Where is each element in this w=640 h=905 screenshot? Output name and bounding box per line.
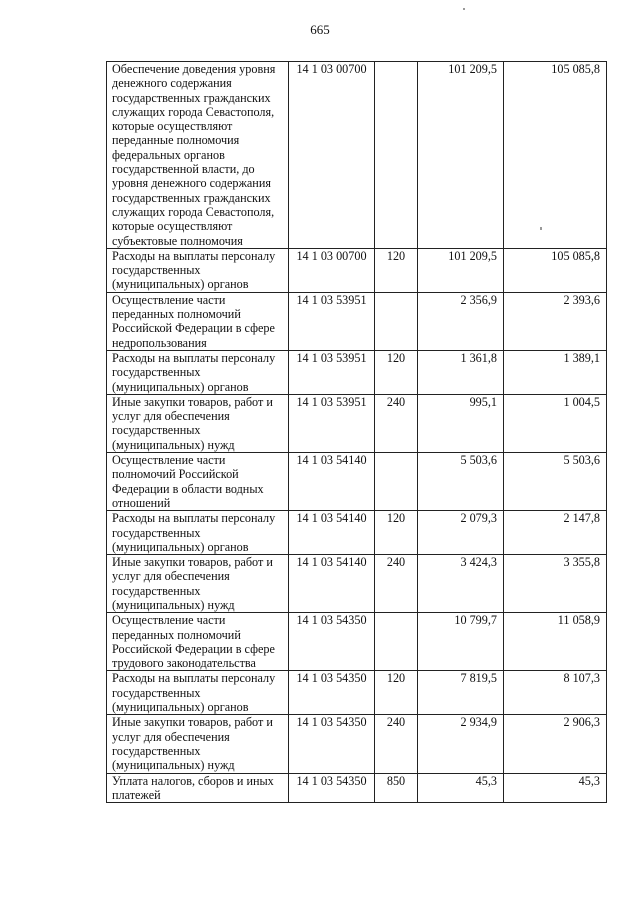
expense-type-code: 240 bbox=[375, 394, 418, 452]
budget-table bbox=[106, 61, 607, 803]
amount-year-2: 1 389,1 bbox=[504, 350, 607, 394]
target-article-code: 14 1 03 00700 bbox=[289, 62, 375, 249]
amount-year-2: 105 085,8 bbox=[504, 62, 607, 249]
amount-year-1: 2 934,9 bbox=[418, 715, 504, 773]
amount-year-1: 3 424,3 bbox=[418, 555, 504, 613]
expense-name: Обеспечение доведения уровня денежного содержания государственных гражданских служащих города Севастополя, которые осуществляют переданные полномочия федеральных органов государственной власти, до уровня денежного содержания государственных гражданских служащих города Севастополя, которые осуществляют субъектовые полномочия bbox=[107, 62, 289, 249]
target-article-code: 14 1 03 54350 bbox=[289, 773, 375, 803]
amount-year-1: 7 819,5 bbox=[418, 671, 504, 715]
expense-type-code: 240 bbox=[375, 715, 418, 773]
expense-name: Иные закупки товаров, работ и услуг для обеспечения государственных (муниципальных) нужд bbox=[107, 394, 289, 452]
amount-year-2: 8 107,3 bbox=[504, 671, 607, 715]
amount-year-1: 5 503,6 bbox=[418, 453, 504, 511]
target-article-code: 14 1 03 54140 bbox=[289, 511, 375, 555]
expense-name: Расходы на выплаты персоналу государственных (муниципальных) органов bbox=[107, 671, 289, 715]
target-article-code: 14 1 03 54140 bbox=[289, 555, 375, 613]
expense-type-code: 120 bbox=[375, 511, 418, 555]
target-article-code: 14 1 03 53951 bbox=[289, 292, 375, 350]
table-row bbox=[107, 248, 607, 292]
table-row bbox=[107, 453, 607, 511]
expense-name: Расходы на выплаты персоналу государственных (муниципальных) органов bbox=[107, 350, 289, 394]
table-row bbox=[107, 292, 607, 350]
table-row bbox=[107, 715, 607, 773]
expense-type-code bbox=[375, 453, 418, 511]
table-row bbox=[107, 511, 607, 555]
target-article-code: 14 1 03 54350 bbox=[289, 613, 375, 671]
amount-year-1: 101 209,5 bbox=[418, 62, 504, 249]
amount-year-1: 995,1 bbox=[418, 394, 504, 452]
expense-type-code: 850 bbox=[375, 773, 418, 803]
table-row bbox=[107, 350, 607, 394]
expense-name: Осуществление части переданных полномочий Российской Федерации в сфере недропользования bbox=[107, 292, 289, 350]
table-row bbox=[107, 613, 607, 671]
target-article-code: 14 1 03 00700 bbox=[289, 248, 375, 292]
amount-year-2: 105 085,8 bbox=[504, 248, 607, 292]
table-row bbox=[107, 555, 607, 613]
expense-type-code bbox=[375, 292, 418, 350]
target-article-code: 14 1 03 53951 bbox=[289, 350, 375, 394]
amount-year-1: 10 799,7 bbox=[418, 613, 504, 671]
amount-year-1: 2 356,9 bbox=[418, 292, 504, 350]
expense-type-code bbox=[375, 613, 418, 671]
expense-name: Иные закупки товаров, работ и услуг для обеспечения государственных (муниципальных) нужд bbox=[107, 555, 289, 613]
expense-name: Осуществление части переданных полномочий Российской Федерации в сфере трудового законодательства bbox=[107, 613, 289, 671]
expense-name: Осуществление части полномочий Российской Федерации в области водных отношений bbox=[107, 453, 289, 511]
expense-name: Иные закупки товаров, работ и услуг для обеспечения государственных (муниципальных) нужд bbox=[107, 715, 289, 773]
target-article-code: 14 1 03 54350 bbox=[289, 671, 375, 715]
table-row bbox=[107, 62, 607, 249]
expense-name: Расходы на выплаты персоналу государственных (муниципальных) органов bbox=[107, 248, 289, 292]
amount-year-1: 1 361,8 bbox=[418, 350, 504, 394]
amount-year-2: 1 004,5 bbox=[504, 394, 607, 452]
target-article-code: 14 1 03 54350 bbox=[289, 715, 375, 773]
target-article-code: 14 1 03 53951 bbox=[289, 394, 375, 452]
scan-speck bbox=[540, 227, 542, 230]
table-row bbox=[107, 394, 607, 452]
amount-year-1: 45,3 bbox=[418, 773, 504, 803]
amount-year-2: 2 147,8 bbox=[504, 511, 607, 555]
expense-type-code: 240 bbox=[375, 555, 418, 613]
amount-year-2: 2 906,3 bbox=[504, 715, 607, 773]
amount-year-2: 3 355,8 bbox=[504, 555, 607, 613]
expense-name: Расходы на выплаты персоналу государственных (муниципальных) органов bbox=[107, 511, 289, 555]
amount-year-2: 2 393,6 bbox=[504, 292, 607, 350]
expense-type-code: 120 bbox=[375, 248, 418, 292]
amount-year-2: 11 058,9 bbox=[504, 613, 607, 671]
amount-year-2: 5 503,6 bbox=[504, 453, 607, 511]
expense-type-code bbox=[375, 62, 418, 249]
table-row bbox=[107, 773, 607, 803]
expense-type-code: 120 bbox=[375, 350, 418, 394]
amount-year-2: 45,3 bbox=[504, 773, 607, 803]
table-row bbox=[107, 671, 607, 715]
amount-year-1: 101 209,5 bbox=[418, 248, 504, 292]
page-number: 665 bbox=[310, 22, 330, 37]
scan-speck bbox=[463, 8, 465, 10]
expense-type-code: 120 bbox=[375, 671, 418, 715]
amount-year-1: 2 079,3 bbox=[418, 511, 504, 555]
expense-name: Уплата налогов, сборов и иных платежей bbox=[107, 773, 289, 803]
target-article-code: 14 1 03 54140 bbox=[289, 453, 375, 511]
